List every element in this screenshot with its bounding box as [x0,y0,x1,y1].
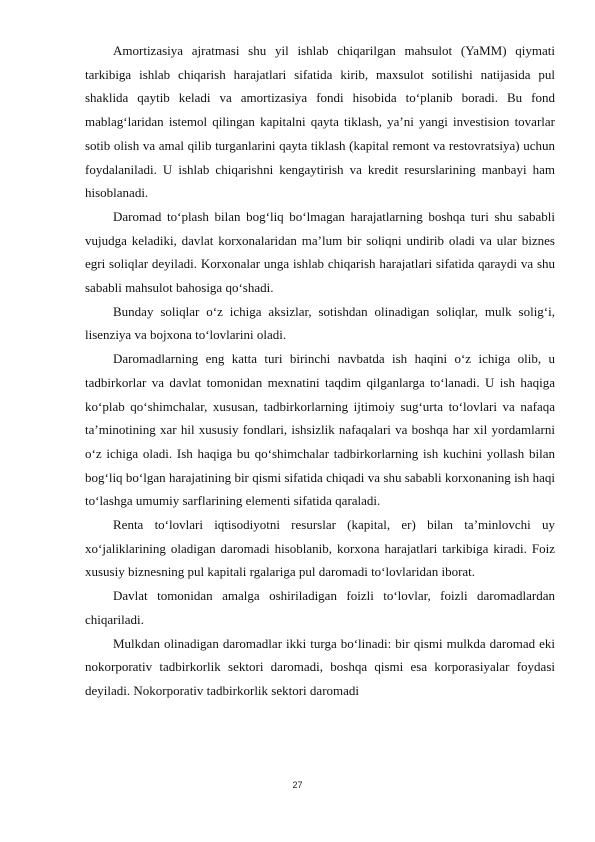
paragraph-property-income: Mulkdan olinadigan daromadlar ikki turga bo‘linadi: bir qismi mulkda daromad eki nokorporativ tadbirkorlik sektori daromadi, boshqa qismi esa korporasiyalar foydasi deyiladi. Nokorporativ tadbirkorlik sektori daromadi [85,635,555,698]
document-page [85,39,555,703]
paragraph-wages: Daromadlarning eng katta turi birinchi navbatda ish haqini o‘z ichiga olib, u tadbirkorlar va davlat tomonidan mexnatini taqdim qilganlarga to‘lanadi. U ish haqiga ko‘plab qo‘shimchalar, xususan, tadbirkorlarning ijtimoiy sug‘urta to‘lovlari va nafaqa ta’minotining xar hil xususiy fondlari, ishsizlik nafaqalari va boshqa har xil yordamlarni o‘z ichiga oladi. Ish haqiga bu qo‘shimchalar tadbirkorlarning ish kuchini yollash bilan bog‘liq bo‘lgan harajatining bir qismi sifatida chiqadi va shu sababli korxonaning ish haqi to‘lashga umumiy sarflarining elementi sifatida qaraladi. [85,351,555,509]
paragraph-rent: Renta to‘lovlari iqtisodiyotni resurslar (kapital, er) bilan ta’minlovchi uy xo‘jaliklarining oladigan daromadi hisoblanib, korxona harajatlari tarkibiga kiradi. Foiz xususiy biznesning pul kapitali rgalariga pul daromadi to‘lovlaridan iborat. [85,517,555,580]
paragraph-indirect-taxes: Daromad to‘plash bilan bog‘liq bo‘lmagan harajatlarning boshqa turi shu sababli vujudga keladiki, davlat korxonalaridan ma’lum bir soliqni undirib oladi va ular biznes egri soliqlar deyiladi. Korxonalar unga ishlab chiqarish harajatlari sifatida qaraydi va shu sababli mahsulot bahosiga qo‘shadi. [85,208,555,296]
paragraph-amortization: Amortizasiya ajratmasi shu yil ishlab chiqarilgan mahsulot (YaMM) qiymati tarkibiga ishlab chiqarish harajatlari sifatida kirib, maxsulot sotilishi natijasida pul shaklida qaytib keladi va amortizasiya fondi hisobida to‘planib boradi. Bu fond mablag‘laridan istemol qilingan kapitalni qayta tiklash, ya’ni yangi investision tovarlar sotib olish va amal qilib turganlarini qayta tiklash (kapital remont va restovratsiya) uchun foydalaniladi. U ishlab chiqarishni kengaytirish va kredit resurslarining manbayi ham hisoblanadi. [85,43,555,201]
page-number: 27 [292,780,303,790]
paragraph-tax-types: Bunday soliqlar o‘z ichiga aksizlar, sotishdan olinadigan soliqlar, mulk solig‘i, lisenziya va bojxona to‘lovlarini oladi. [85,303,555,343]
paragraph-interest: Davlat tomonidan amalga oshiriladigan foizli to‘lovlar, foizli daromadlardan chiqariladi. [85,588,555,627]
